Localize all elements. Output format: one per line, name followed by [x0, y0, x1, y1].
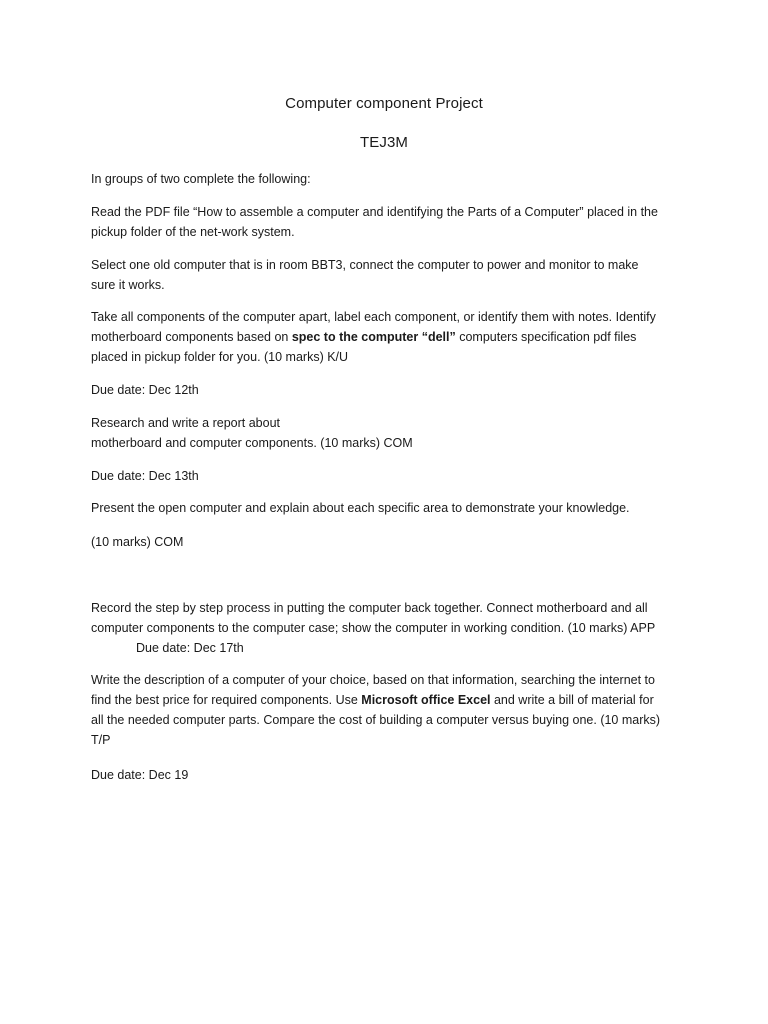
describe-line-1: Write the description of a computer of your choice, based on that information, searching the internet to — [91, 673, 655, 687]
read-pdf-line-1: Read the PDF file “How to assemble a computer and identifying the Parts of a Computer” placed in the — [91, 205, 658, 219]
read-pdf-paragraph — [91, 202, 691, 242]
describe-line-2-start: find the best price for required components. Use — [91, 693, 362, 707]
due-date-3: Due date: Dec 17th — [136, 641, 244, 655]
spec-dell-emphasis: spec to the computer “dell” — [291, 330, 456, 344]
research-line-2: motherboard and computer components. (10 marks) COM — [91, 436, 413, 450]
present-text: Present the open computer and explain about each specific area to demonstrate your knowledge. — [91, 501, 630, 515]
excel-emphasis: Microsoft office Excel — [361, 693, 491, 707]
research-line-1: Research and write a report about — [91, 416, 280, 430]
due-date-1: Due date: Dec 12th — [91, 383, 199, 397]
describe-line-2 — [91, 690, 691, 710]
document-title: Computer component Project — [285, 95, 483, 112]
take-apart-line-1: Take all components of the computer apart, label each component, or identify them with notes. Identify — [91, 310, 656, 324]
describe-paragraph — [91, 670, 691, 750]
record-line-1: Record the step by step process in putting the computer back together. Connect motherboard and all — [91, 601, 648, 615]
due-date-2: Due date: Dec 13th — [91, 469, 199, 483]
record-line-2: computer components to the computer case; show the computer in working condition. (10 marks) APP — [91, 621, 656, 635]
take-apart-line-3: placed in pickup folder for you. (10 marks) K/U — [91, 350, 349, 364]
intro-text: In groups of two complete the following: — [91, 172, 311, 186]
describe-line-3: all the needed computer parts. Compare the cost of building a computer versus buying one. (10 marks) — [91, 713, 661, 727]
record-paragraph — [91, 598, 691, 658]
due-date-4: Due date: Dec 19 — [91, 768, 189, 782]
describe-line-2-end: and write a bill of material for — [490, 693, 654, 707]
select-computer-line-1: Select one old computer that is in room BBT3, connect the computer to power and monitor to make — [91, 258, 639, 272]
select-computer-line-2: sure it works. — [91, 278, 165, 292]
course-code: TEJ3M — [359, 134, 408, 151]
present-marks: (10 marks) COM — [91, 535, 184, 549]
select-computer-paragraph — [91, 255, 691, 295]
take-apart-line-2-end: computers specification pdf files — [455, 330, 637, 344]
take-apart-paragraph — [91, 307, 691, 367]
take-apart-line-2 — [91, 327, 691, 347]
describe-line-4: T/P — [91, 733, 111, 747]
research-paragraph — [91, 413, 691, 453]
read-pdf-line-2: pickup folder of the net-work system. — [91, 225, 295, 239]
take-apart-line-2-start: motherboard components based on — [91, 330, 292, 344]
